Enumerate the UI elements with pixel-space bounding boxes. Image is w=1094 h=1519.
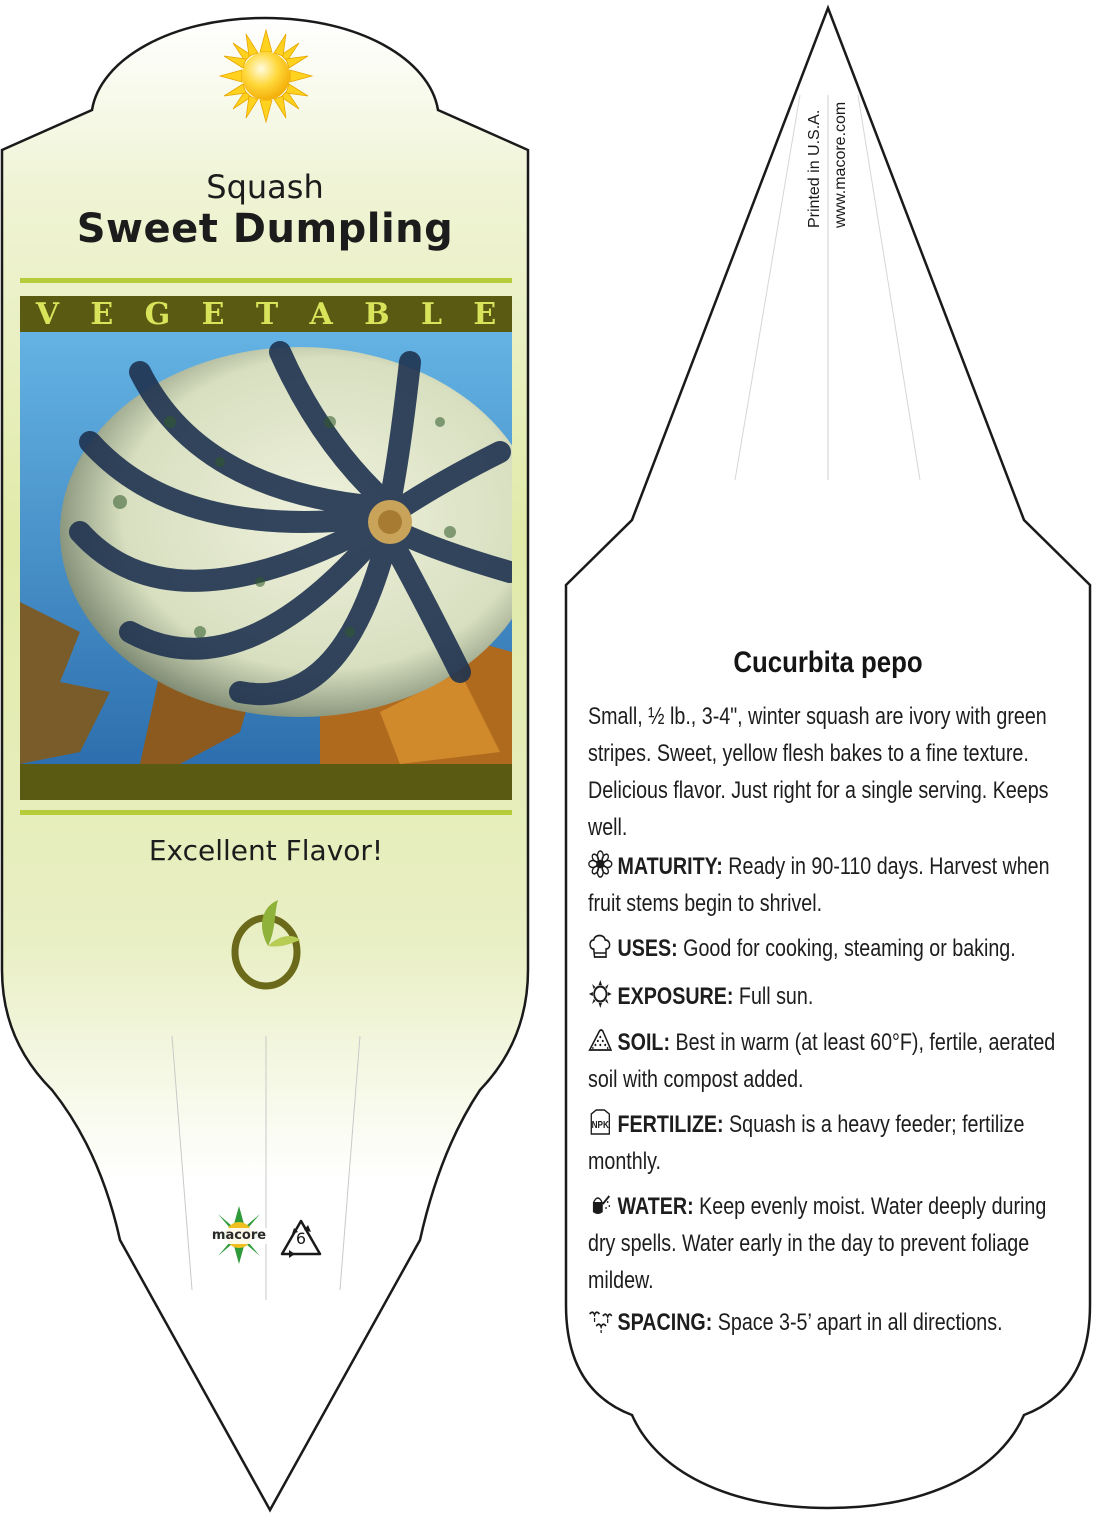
banner-letter: L [420,296,443,332]
sprout-logo-icon [228,894,304,990]
tagline: Excellent Flavor! [148,834,384,867]
recycle-code: 6 [295,1229,307,1248]
divider-bottom [20,810,512,815]
banner-letter: E [201,296,225,332]
section-text: Best in warm (at least 60°F), fertile, aerated soil with compost added. [588,1029,1056,1093]
plant-category: Squash [206,168,324,206]
section-exposure [588,978,1068,1015]
section-text: Full sun. [738,983,814,1010]
description [588,698,1068,846]
section-uses [588,930,1068,967]
divider-top [20,278,512,283]
section-text: Ready in 90-110 days. Harvest when fruit stems begin to shrivel. [588,853,1050,917]
npk-label: NPK [591,1119,609,1131]
section-label: EXPOSURE: [617,983,734,1010]
banner-letter: T [255,296,279,332]
section-water [588,1188,1068,1299]
section-fertilize [588,1106,1068,1180]
description-text: Small, ½ lb., 3-4", winter squash are ivory with green stripes. Sweet, yellow flesh bakes to a fine texture. Delicious flavor. Just right for a single serving. Keeps well. [588,703,1049,841]
section-text: Squash is a heavy feeder; fertilize monthly. [588,1111,1025,1175]
soil-icon [588,1026,613,1054]
banner-letter: V [35,296,59,332]
brand-name: macore [211,1228,267,1243]
flower-icon [588,850,613,878]
chef-hat-icon [588,932,613,960]
section-text: Space 3-5’ apart in all directions. [717,1309,1003,1336]
photo-frame-bottom [20,764,512,800]
section-label: USES: [617,935,678,962]
sun-icon [218,28,314,124]
section-label: WATER: [617,1193,694,1220]
banner-letter: B [364,296,390,332]
printed-in-label: Printed in U.S.A. [806,109,823,228]
watering-can-icon [588,1190,613,1218]
section-label: FERTILIZE: [617,1111,724,1138]
section-soil [588,1024,1068,1098]
sun-icon [588,980,613,1008]
section-label: SPACING: [617,1309,713,1336]
banner-letter: E [90,296,114,332]
species-name: Cucurbita pepo [733,646,923,679]
npk-icon [588,1108,613,1136]
website-label: www.macore.com [832,101,849,228]
section-label: MATURITY: [617,853,723,880]
section-maturity [588,848,1068,922]
section-spacing [588,1304,1068,1341]
section-text: Keep evenly moist. Water deeply during dry spells. Water early in the day to prevent foliage mildew. [588,1193,1047,1294]
spacing-icon [588,1306,613,1334]
banner-letter: E [473,296,497,332]
plant-variety: Sweet Dumpling [76,206,454,252]
squash-photo [20,332,512,764]
banner-letter: G [144,296,171,332]
section-text: Good for cooking, steaming or baking. [683,935,1016,962]
banner-letter: A [309,296,333,332]
section-label: SOIL: [617,1029,670,1056]
vegetable-banner [20,296,512,332]
